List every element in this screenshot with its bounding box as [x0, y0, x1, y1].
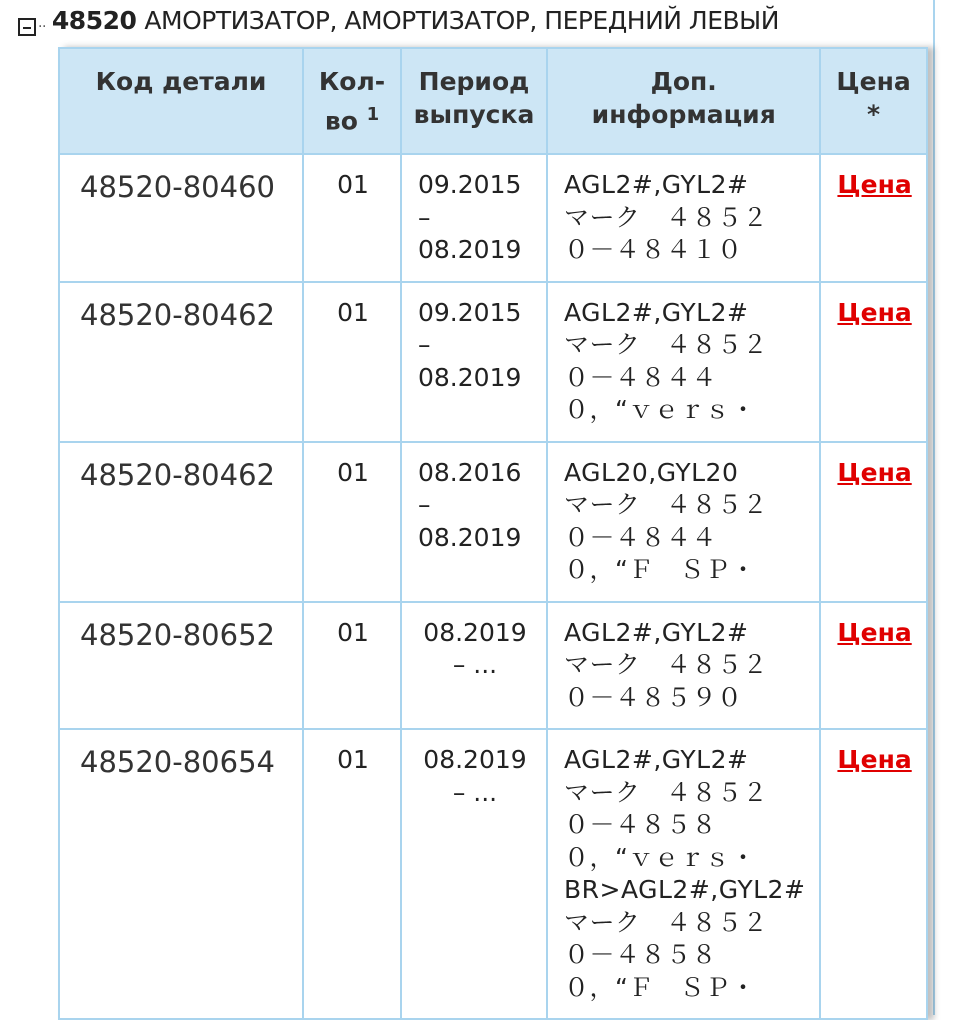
header-period: Период выпуска: [401, 48, 547, 154]
part-info: [547, 729, 820, 1019]
price-cell: [820, 602, 926, 730]
info-line: ０，“ｖｅｒｓ・: [564, 842, 756, 872]
header-price: Цена *: [820, 48, 926, 154]
info-line: AGL2#,GYL2#: [564, 745, 749, 775]
collapse-icon[interactable]: [18, 18, 36, 36]
part-qty: 01: [303, 602, 401, 730]
price-link[interactable]: Цена: [837, 617, 912, 647]
table-row: [59, 442, 927, 602]
group-name: АМОРТИЗАТОР, АМОРТИЗАТОР, ПЕРЕДНИЙ ЛЕВЫЙ: [144, 6, 779, 35]
part-info: [547, 602, 820, 730]
part-qty: 01: [303, 154, 401, 282]
price-cell: [820, 729, 926, 1019]
part-period: 09.2015 – 08.2019: [401, 282, 547, 442]
price-cell: [820, 442, 926, 602]
part-period: 08.2019 – ...: [401, 602, 547, 730]
header-info: Доп. информация: [547, 48, 820, 154]
tree-dots: ··: [38, 18, 46, 35]
info-line: マーク ４８５２: [564, 777, 769, 807]
group-code: 48520: [51, 6, 137, 35]
part-code: 48520-80652: [59, 602, 303, 730]
info-line: ０－４８４４: [564, 362, 718, 392]
info-line: マーク ４８５２: [564, 907, 769, 937]
info-line: ０－４８５８: [564, 940, 718, 970]
info-line: マーク ４８５２: [564, 650, 769, 680]
header-code: Код детали: [59, 48, 303, 154]
price-cell: [820, 154, 926, 282]
part-period: 09.2015 – 08.2019: [401, 154, 547, 282]
parts-table: [58, 47, 928, 1020]
part-period: 08.2016 – 08.2019: [401, 442, 547, 602]
table-row: [59, 282, 927, 442]
info-line: マーク ４８５２: [564, 490, 769, 520]
part-period: 08.2019 – ...: [401, 729, 547, 1019]
header-qty: Кол-во $^1$: [303, 48, 401, 154]
info-line: AGL20,GYL20: [564, 457, 739, 487]
info-line: ０，“Ｆ ＳＰ・: [564, 555, 756, 585]
table-row: [59, 729, 927, 1019]
info-line: ０－４８４１０: [564, 235, 743, 265]
part-code: 48520-80462: [59, 282, 303, 442]
table-row: [59, 602, 927, 730]
price-link[interactable]: Цена: [837, 170, 912, 200]
info-line: AGL2#,GYL2#: [564, 170, 749, 200]
price-link[interactable]: Цена: [837, 745, 912, 775]
frame-border: [933, 0, 935, 1015]
part-info: [547, 154, 820, 282]
info-line: マーク ４８５２: [564, 202, 769, 232]
info-line: AGL2#,GYL2#: [564, 617, 749, 647]
part-code: 48520-80462: [59, 442, 303, 602]
part-code: 48520-80654: [59, 729, 303, 1019]
table-row: [59, 154, 927, 282]
section-title: [18, 6, 779, 35]
info-line: ０－４８４４: [564, 522, 718, 552]
info-line: ０，“Ｆ ＳＰ・: [564, 972, 756, 1002]
info-line: ０，“ｖｅｒｓ・: [564, 395, 756, 425]
part-qty: 01: [303, 282, 401, 442]
part-code: 48520-80460: [59, 154, 303, 282]
info-line: BR>AGL2#,GYL2#: [564, 875, 806, 905]
info-line: ０－４８５９０: [564, 682, 743, 712]
table-header: [59, 48, 927, 154]
info-line: AGL2#,GYL2#: [564, 297, 749, 327]
info-line: ０－４８５８: [564, 810, 718, 840]
price-cell: [820, 282, 926, 442]
price-link[interactable]: Цена: [837, 457, 912, 487]
part-qty: 01: [303, 729, 401, 1019]
part-info: [547, 442, 820, 602]
part-qty: 01: [303, 442, 401, 602]
price-link[interactable]: Цена: [837, 297, 912, 327]
part-info: [547, 282, 820, 442]
info-line: マーク ４８５２: [564, 330, 769, 360]
